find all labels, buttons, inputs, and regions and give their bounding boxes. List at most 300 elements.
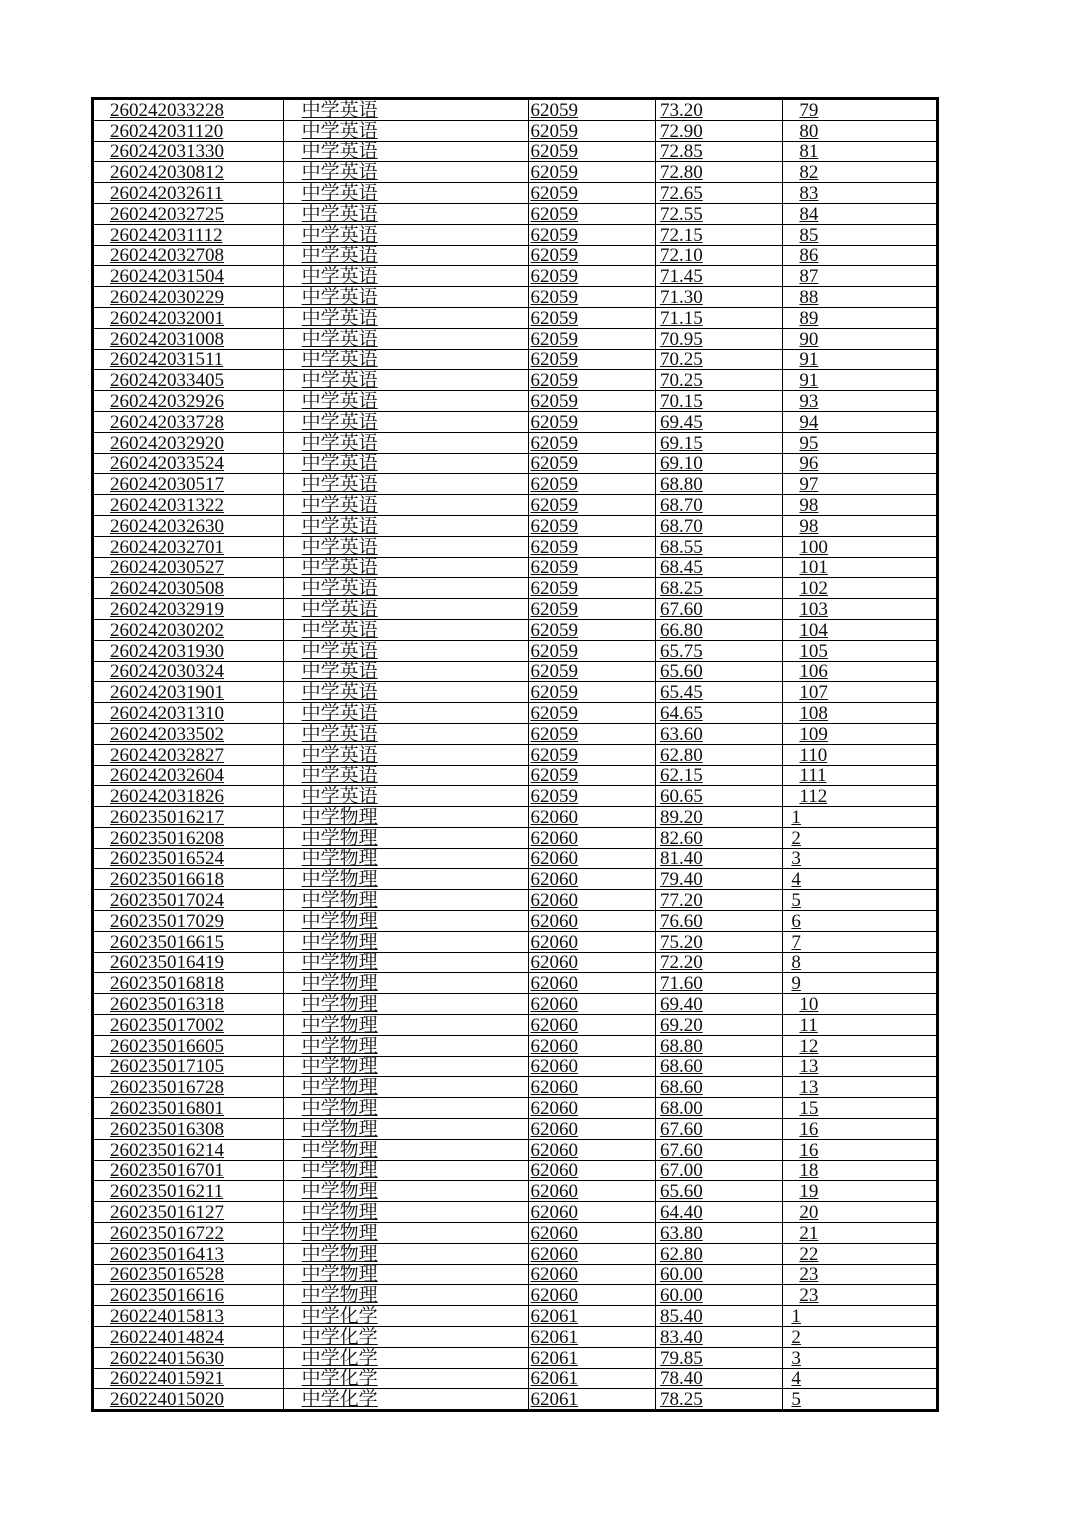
rank-cell-text: 4	[791, 1368, 801, 1389]
rank-cell-text: 90	[799, 328, 819, 350]
position-code-cell	[528, 1181, 655, 1202]
rank-cell	[783, 515, 938, 536]
score-cell	[655, 349, 782, 370]
candidate-id-cell-text: 260242030202	[110, 619, 224, 641]
subject-cell	[283, 1119, 528, 1140]
candidate-id-cell-text: 260235016605	[110, 1035, 224, 1057]
subject-cell	[283, 474, 528, 495]
rank-cell-text: 86	[799, 245, 819, 266]
score-cell	[655, 99, 782, 121]
position-code-cell	[528, 744, 655, 765]
position-code-cell	[528, 1035, 655, 1056]
subject-cell-text: 中学化学	[301, 1347, 378, 1369]
table-row	[93, 1389, 938, 1411]
candidate-id-cell	[93, 1181, 284, 1202]
subject-cell	[283, 203, 528, 224]
candidate-id-cell-text: 260235017002	[110, 1014, 224, 1036]
candidate-id-cell-text: 260235016728	[110, 1077, 224, 1098]
score-cell	[655, 931, 782, 952]
subject-cell	[283, 1181, 528, 1202]
rank-cell-text: 2	[791, 827, 801, 849]
subject-cell-text: 中学英语	[301, 390, 378, 412]
subject-cell-text: 中学英语	[301, 370, 378, 391]
candidate-id-cell-text: 260242032919	[110, 598, 224, 620]
position-code-cell-text: 62060	[530, 1077, 579, 1098]
score-cell-text: 72.65	[659, 182, 703, 204]
position-code-cell	[528, 287, 655, 308]
rank-cell	[783, 599, 938, 620]
table-row	[93, 994, 938, 1015]
position-code-cell-text: 62059	[530, 224, 579, 246]
candidate-id-cell	[93, 307, 284, 328]
candidate-id-cell-text: 260235016701	[110, 1160, 224, 1181]
subject-cell	[283, 307, 528, 328]
position-code-cell	[528, 807, 655, 828]
score-cell	[655, 890, 782, 911]
subject-cell-text: 中学英语	[301, 702, 378, 724]
position-code-cell	[528, 411, 655, 432]
rank-cell-text: 9	[791, 973, 801, 994]
position-code-cell-text: 62059	[530, 474, 579, 495]
position-code-cell	[528, 183, 655, 204]
candidate-id-cell	[93, 224, 284, 245]
candidate-id-cell	[93, 1160, 284, 1181]
score-cell-text: 62.15	[659, 765, 703, 786]
score-cell	[655, 266, 782, 287]
rank-cell-text: 102	[799, 578, 828, 599]
position-code-cell-text: 62059	[530, 578, 579, 599]
position-code-cell	[528, 1015, 655, 1036]
rank-cell-text: 96	[799, 453, 819, 474]
score-cell-text: 65.60	[659, 661, 703, 682]
score-cell	[655, 411, 782, 432]
position-code-cell	[528, 515, 655, 536]
candidate-id-cell-text: 260235016127	[110, 1202, 224, 1223]
candidate-id-cell	[93, 599, 284, 620]
rank-cell	[783, 619, 938, 640]
rank-cell	[783, 765, 938, 786]
score-cell-text: 78.40	[659, 1368, 703, 1389]
candidate-id-cell-text: 260242031112	[110, 224, 223, 246]
rank-cell-text: 97	[799, 474, 819, 495]
score-cell-text: 67.60	[659, 1139, 703, 1161]
rank-cell-text: 110	[799, 744, 828, 765]
rank-cell	[783, 183, 938, 204]
score-cell-text: 65.60	[659, 1181, 703, 1202]
candidate-id-cell-text: 260242031504	[110, 266, 224, 287]
position-code-cell	[528, 474, 655, 495]
table-row	[93, 827, 938, 848]
position-code-cell	[528, 1264, 655, 1285]
subject-cell	[283, 1077, 528, 1098]
subject-cell	[283, 515, 528, 536]
table-row	[93, 162, 938, 183]
candidate-id-cell	[93, 391, 284, 412]
position-code-cell-text: 62059	[530, 203, 579, 225]
subject-cell-text: 中学英语	[301, 640, 378, 662]
table-row	[93, 474, 938, 495]
rank-cell	[783, 1056, 938, 1077]
table-row	[93, 723, 938, 744]
candidate-id-cell-text: 260242031930	[110, 640, 224, 662]
candidate-id-cell-text: 260242032611	[110, 182, 224, 204]
candidate-id-cell-text: 260242032630	[110, 515, 224, 537]
subject-cell	[283, 973, 528, 994]
score-cell-text: 72.85	[659, 141, 703, 162]
score-cell	[655, 1389, 782, 1411]
candidate-id-cell	[93, 287, 284, 308]
score-cell	[655, 224, 782, 245]
subject-cell	[283, 1035, 528, 1056]
rank-cell	[783, 162, 938, 183]
rank-cell-text: 105	[799, 640, 828, 662]
rank-cell-text: 1	[791, 1306, 801, 1327]
position-code-cell	[528, 890, 655, 911]
subject-cell-text: 中学英语	[301, 619, 378, 641]
rank-cell	[783, 1139, 938, 1160]
subject-cell-text: 中学英语	[301, 786, 378, 807]
subject-cell-text: 中学物理	[301, 1056, 378, 1077]
position-code-cell	[528, 1077, 655, 1098]
position-code-cell	[528, 432, 655, 453]
score-cell	[655, 1223, 782, 1244]
position-code-cell-text: 62060	[530, 1285, 579, 1306]
rank-cell-text: 2	[791, 1326, 801, 1348]
subject-cell-text: 中学物理	[301, 952, 378, 973]
candidate-id-cell-text: 260235016618	[110, 869, 224, 890]
rank-cell	[783, 911, 938, 932]
score-cell	[655, 1035, 782, 1056]
position-code-cell-text: 62059	[530, 557, 579, 578]
score-cell-text: 68.80	[659, 474, 703, 495]
score-cell-text: 72.80	[659, 162, 703, 183]
position-code-cell-text: 62059	[530, 765, 579, 786]
position-code-cell	[528, 1119, 655, 1140]
rank-cell-text: 103	[799, 598, 828, 620]
score-cell	[655, 432, 782, 453]
subject-cell	[283, 162, 528, 183]
table-row	[93, 911, 938, 932]
score-cell-text: 64.40	[659, 1202, 703, 1223]
position-code-cell-text: 62060	[530, 1098, 579, 1119]
subject-cell-text: 中学物理	[301, 848, 378, 869]
rank-cell-text: 83	[799, 182, 819, 204]
candidate-id-cell	[93, 1056, 284, 1077]
score-cell-text: 69.10	[659, 453, 703, 474]
position-code-cell-text: 62059	[530, 99, 579, 121]
rank-cell-text: 107	[799, 682, 828, 703]
score-cell	[655, 328, 782, 349]
subject-cell-text: 中学物理	[301, 931, 378, 953]
score-cell-text: 69.20	[659, 1014, 703, 1036]
candidate-id-cell-text: 260235016208	[110, 827, 224, 849]
table-row	[93, 640, 938, 661]
position-code-cell	[528, 911, 655, 932]
score-cell	[655, 1160, 782, 1181]
rank-cell-text: 15	[799, 1098, 819, 1119]
rank-cell-text: 91	[799, 370, 819, 391]
candidate-id-cell	[93, 994, 284, 1015]
rank-cell	[783, 1264, 938, 1285]
subject-cell	[283, 1160, 528, 1181]
candidate-id-cell	[93, 1015, 284, 1036]
rank-cell	[783, 349, 938, 370]
table-row	[93, 536, 938, 557]
rank-cell	[783, 703, 938, 724]
subject-cell-text: 中学英语	[301, 162, 378, 183]
candidate-id-cell-text: 260242032708	[110, 245, 224, 266]
rank-cell	[783, 1098, 938, 1119]
candidate-id-cell-text: 260242032701	[110, 536, 224, 558]
subject-cell-text: 中学英语	[301, 99, 378, 121]
score-cell-text: 79.40	[659, 869, 703, 890]
rank-cell-text: 8	[791, 952, 801, 973]
score-cell	[655, 869, 782, 890]
score-cell-text: 62.80	[659, 744, 703, 765]
rank-cell	[783, 99, 938, 121]
table-row	[93, 973, 938, 994]
subject-cell-text: 中学英语	[301, 224, 378, 246]
candidate-id-cell-text: 260224015921	[110, 1368, 224, 1389]
table-row	[93, 952, 938, 973]
table-row	[93, 266, 938, 287]
subject-cell-text: 中学物理	[301, 1264, 378, 1285]
rank-cell-text: 22	[799, 1243, 819, 1265]
candidate-id-cell	[93, 911, 284, 932]
rank-cell	[783, 453, 938, 474]
position-code-cell-text: 62059	[530, 370, 579, 391]
score-cell-text: 72.15	[659, 224, 703, 246]
candidate-id-cell-text: 260242031310	[110, 702, 224, 724]
subject-cell-text: 中学英语	[301, 349, 378, 370]
rank-cell-text: 5	[791, 890, 801, 911]
candidate-id-cell	[93, 848, 284, 869]
position-code-cell-text: 62059	[530, 286, 579, 308]
subject-cell-text: 中学化学	[301, 1306, 378, 1327]
subject-cell-text: 中学英语	[301, 598, 378, 620]
rank-cell-text: 23	[799, 1264, 819, 1285]
subject-cell	[283, 120, 528, 141]
position-code-cell	[528, 1056, 655, 1077]
subject-cell-text: 中学化学	[301, 1368, 378, 1389]
table-row	[93, 453, 938, 474]
candidate-id-cell	[93, 1347, 284, 1368]
candidate-id-cell	[93, 1264, 284, 1285]
position-code-cell	[528, 245, 655, 266]
subject-cell	[283, 578, 528, 599]
position-code-cell-text: 62059	[530, 411, 579, 433]
subject-cell-text: 中学英语	[301, 765, 378, 786]
subject-cell	[283, 245, 528, 266]
candidate-id-cell-text: 260242030527	[110, 557, 224, 578]
subject-cell	[283, 1347, 528, 1368]
rank-cell-text: 1	[791, 806, 801, 828]
subject-cell-text: 中学物理	[301, 1098, 378, 1119]
position-code-cell	[528, 328, 655, 349]
candidate-id-cell-text: 260224015630	[110, 1347, 224, 1369]
candidate-id-cell	[93, 765, 284, 786]
candidate-id-cell	[93, 1223, 284, 1244]
subject-cell-text: 中学英语	[301, 245, 378, 266]
position-code-cell-text: 62059	[530, 432, 579, 454]
position-code-cell	[528, 1098, 655, 1119]
rank-cell	[783, 224, 938, 245]
score-cell-text: 71.45	[659, 266, 703, 287]
rank-cell-text: 12	[799, 1035, 819, 1057]
subject-cell-text: 中学英语	[301, 744, 378, 765]
candidate-id-cell	[93, 723, 284, 744]
score-cell-text: 72.20	[659, 952, 703, 973]
candidate-id-cell	[93, 245, 284, 266]
table-row	[93, 370, 938, 391]
table-row	[93, 245, 938, 266]
subject-cell	[283, 495, 528, 516]
rank-cell	[783, 1243, 938, 1264]
position-code-cell	[528, 682, 655, 703]
rank-cell-text: 13	[799, 1056, 819, 1077]
subject-cell	[283, 661, 528, 682]
position-code-cell-text: 62059	[530, 723, 579, 745]
table-row	[93, 1098, 938, 1119]
position-code-cell	[528, 203, 655, 224]
rank-cell-text: 13	[799, 1077, 819, 1098]
table-row	[93, 1264, 938, 1285]
candidate-id-cell-text: 260242030517	[110, 474, 224, 495]
candidate-id-cell	[93, 453, 284, 474]
rank-cell-text: 18	[799, 1160, 819, 1181]
rank-cell-text: 10	[799, 994, 819, 1015]
position-code-cell-text: 62060	[530, 973, 579, 994]
rank-cell	[783, 432, 938, 453]
subject-cell	[283, 786, 528, 807]
position-code-cell-text: 62060	[530, 1202, 579, 1223]
candidate-id-cell	[93, 474, 284, 495]
position-code-cell	[528, 952, 655, 973]
score-cell-text: 75.20	[659, 931, 703, 953]
score-cell	[655, 495, 782, 516]
rank-cell	[783, 1306, 938, 1327]
subject-cell	[283, 807, 528, 828]
position-code-cell	[528, 495, 655, 516]
position-code-cell	[528, 1160, 655, 1181]
table-row	[93, 1139, 938, 1160]
score-cell	[655, 1098, 782, 1119]
score-cell-text: 70.15	[659, 390, 703, 412]
subject-cell-text: 中学英语	[301, 141, 378, 162]
candidate-id-cell	[93, 890, 284, 911]
score-cell-text: 68.70	[659, 494, 703, 516]
score-cell-text: 70.25	[659, 349, 703, 370]
rank-cell	[783, 869, 938, 890]
subject-cell-text: 中学英语	[301, 578, 378, 599]
score-cell-text: 72.90	[659, 120, 703, 142]
table-row	[93, 1035, 938, 1056]
candidate-id-cell-text: 260242032920	[110, 432, 224, 454]
rank-cell	[783, 474, 938, 495]
subject-cell-text: 中学物理	[301, 910, 378, 932]
rank-cell-text: 100	[799, 536, 828, 558]
candidate-id-cell-text: 260235016528	[110, 1264, 224, 1285]
subject-cell-text: 中学英语	[301, 723, 378, 745]
candidate-id-cell	[93, 99, 284, 121]
score-cell-text: 68.70	[659, 515, 703, 537]
score-cell-text: 71.15	[659, 307, 703, 329]
subject-cell	[283, 952, 528, 973]
position-code-cell	[528, 827, 655, 848]
position-code-cell	[528, 99, 655, 121]
score-cell-text: 68.25	[659, 578, 703, 599]
table-row	[93, 287, 938, 308]
rank-cell	[783, 807, 938, 828]
position-code-cell-text: 62059	[530, 661, 579, 682]
candidate-id-cell-text: 260235016318	[110, 994, 224, 1015]
score-cell	[655, 1181, 782, 1202]
position-code-cell-text: 62059	[530, 141, 579, 162]
candidate-id-cell-text: 260235017029	[110, 910, 224, 932]
rank-cell-text: 87	[799, 266, 819, 287]
table-row	[93, 1285, 938, 1306]
subject-cell-text: 中学物理	[301, 890, 378, 911]
score-cell	[655, 474, 782, 495]
candidate-id-cell	[93, 1202, 284, 1223]
candidate-id-cell-text: 260242033405	[110, 370, 224, 391]
table-row	[93, 890, 938, 911]
score-cell	[655, 744, 782, 765]
candidate-id-cell	[93, 1285, 284, 1306]
subject-cell	[283, 1389, 528, 1411]
subject-cell	[283, 557, 528, 578]
score-cell	[655, 723, 782, 744]
subject-cell-text: 中学英语	[301, 515, 378, 537]
score-cell-text: 69.40	[659, 994, 703, 1015]
position-code-cell-text: 62059	[530, 162, 579, 183]
candidate-id-cell	[93, 1035, 284, 1056]
candidate-id-cell-text: 260242030812	[110, 162, 224, 183]
score-cell	[655, 599, 782, 620]
table-row	[93, 786, 938, 807]
position-code-cell	[528, 848, 655, 869]
subject-cell-text: 中学英语	[301, 307, 378, 329]
subject-cell-text: 中学英语	[301, 182, 378, 204]
score-cell	[655, 287, 782, 308]
candidate-id-cell-text: 260224014824	[110, 1326, 224, 1348]
rank-cell-text: 93	[799, 390, 819, 412]
rank-cell-text: 4	[791, 869, 801, 890]
rank-cell-text: 88	[799, 286, 819, 308]
candidate-id-cell	[93, 1098, 284, 1119]
candidate-id-cell-text: 260242031120	[110, 120, 224, 142]
rank-cell	[783, 827, 938, 848]
rank-cell	[783, 1285, 938, 1306]
rank-cell-text: 106	[799, 661, 828, 682]
position-code-cell-text: 62060	[530, 952, 579, 973]
rank-cell	[783, 1223, 938, 1244]
position-code-cell-text: 62060	[530, 931, 579, 953]
rank-cell-text: 89	[799, 307, 819, 329]
subject-cell	[283, 619, 528, 640]
position-code-cell	[528, 1202, 655, 1223]
rank-cell	[783, 1035, 938, 1056]
table-row	[93, 349, 938, 370]
candidate-id-cell-text: 260235016616	[110, 1285, 224, 1306]
candidate-id-cell	[93, 370, 284, 391]
score-cell-text: 85.40	[659, 1306, 703, 1327]
score-cell-text: 60.00	[659, 1264, 703, 1285]
position-code-cell-text: 62059	[530, 182, 579, 204]
position-code-cell-text: 62060	[530, 1222, 579, 1244]
rank-cell-text: 21	[799, 1222, 819, 1244]
position-code-cell	[528, 1306, 655, 1327]
